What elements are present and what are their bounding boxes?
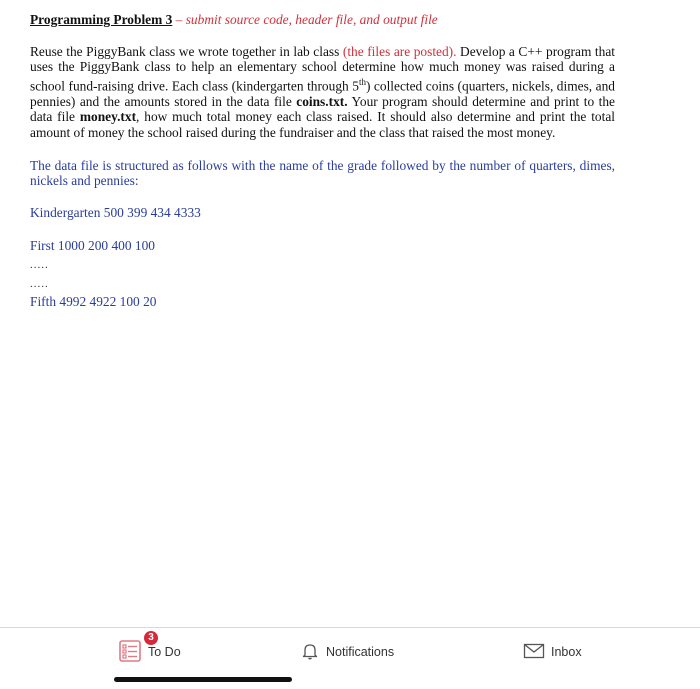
todo-count-badge: 3: [144, 631, 158, 645]
tab-notifications-label: Notifications: [326, 645, 395, 659]
description-text: Reuse the PiggyBank class we wrote together in lab class: [30, 43, 343, 59]
problem-heading: [30, 12, 615, 28]
tab-todo[interactable]: [118, 631, 181, 662]
tab-inbox[interactable]: [523, 642, 582, 662]
input-filename: coins.txt.: [296, 93, 348, 109]
description-text: Develop a C++ program that uses the PiggyBank class to help an elementary school determine how much money was raised during a school fund-raising drive. Each class (kindergarten through 5: [30, 43, 615, 94]
tab-notifications[interactable]: [300, 642, 394, 662]
sample-line-kindergarten: Kindergarten 500 399 434 4333: [30, 204, 201, 220]
tab-todo-label: To Do: [148, 645, 181, 659]
assignment-document: [30, 12, 615, 310]
files-posted-note: (the files are posted).: [342, 43, 457, 59]
problem-title: Programming Problem 3: [30, 12, 173, 27]
superscript: th: [358, 76, 366, 87]
output-filename: money.txt: [79, 109, 137, 125]
todo-list-icon: [118, 631, 154, 666]
tab-inbox-label: Inbox: [551, 645, 582, 659]
ellipsis-dots: .....: [30, 259, 49, 271]
bottom-tab-bar: [0, 627, 700, 689]
description-text: Your program should determine and print to the data file: [30, 93, 615, 125]
description-text: ) collected coins (quarters, nickels, dimes, and pennies) and the amounts stored in the data file: [30, 78, 615, 109]
envelope-icon: [523, 642, 545, 663]
sample-line-first: First 1000 200 400 100: [30, 238, 155, 254]
description-text: , how much total money each class raised. It should also determine and print the total amount of money the school raised during the fundraiser and the class that raised the most money.: [30, 109, 616, 141]
ellipsis-dots: .....: [30, 278, 49, 290]
home-indicator-bar[interactable]: [114, 677, 292, 682]
data-format-description: The data file is structured as follows with the name of the grade followed by the number of quarters, dimes, nickels and pennies:: [30, 157, 615, 189]
problem-description: [30, 44, 615, 141]
problem-subtitle: – submit source code, header file, and output file: [172, 12, 438, 27]
bell-icon: [300, 641, 320, 664]
sample-line-fifth: Fifth 4992 4922 100 20: [30, 294, 157, 309]
